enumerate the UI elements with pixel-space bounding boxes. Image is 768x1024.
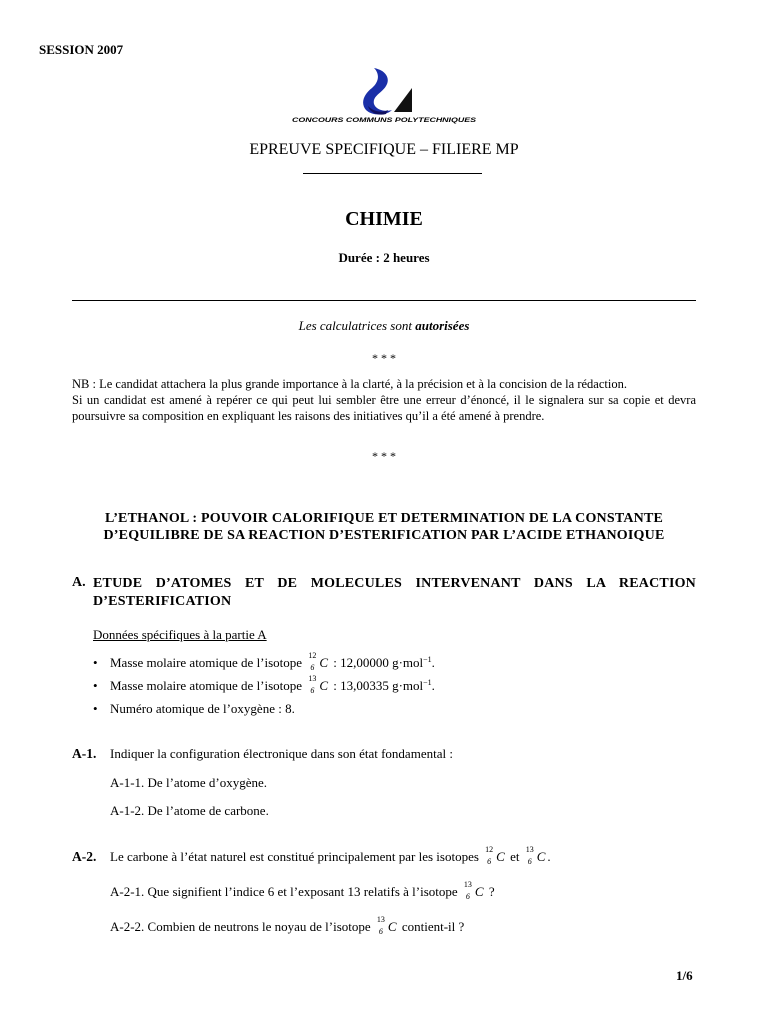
isotope-atomic-number: 6 [465, 892, 470, 901]
question-a2-text: Le carbone à l’état naturel est constitué principalement par les isotopes 12 6 C et 13 6 C . [110, 845, 551, 866]
problem-title [72, 510, 696, 544]
bullet-prefix: Masse molaire atomique de l’isotope [110, 655, 303, 670]
unit-exponent: −1 [423, 678, 432, 687]
nb-notice [72, 376, 696, 424]
nb-paragraph-2: Si un candidat est amené à repérer ce qui peut lui sembler être une erreur d’énoncé, il le signalera sur sa copie et devra poursuivre sa composition en expliquant les raisons des initiatives qu’il a été amené à prendre. [72, 393, 696, 423]
question-a1-label: A-1. [72, 746, 97, 761]
isotope-atomic-number: 6 [310, 663, 315, 672]
question-a1-text: Indiquer la configuration électronique dans son état fondamental : [110, 746, 453, 761]
isotope-notation [525, 845, 537, 866]
question-a2-label: A-2. [72, 849, 97, 864]
isotope-mass-number: 12 [308, 651, 317, 660]
isotope-mass-number: 13 [376, 915, 385, 924]
calculator-notice [0, 318, 768, 334]
isotope-element: C [319, 655, 328, 670]
logo-swoosh-shape [363, 68, 392, 115]
subject-title: CHIMIE [345, 208, 423, 230]
problem-title-line-1: L’ETHANOL : POUVOIR CALORIFIQUE ET DETERMINATION DE LA CONSTANTE [104, 511, 664, 526]
list-item [93, 676, 435, 699]
data-list [93, 653, 435, 722]
question-a2-statement: Le carbone à l’état naturel est constitué principalement par les isotopes [110, 849, 479, 864]
page-number: 1/6 [676, 968, 693, 983]
isotope-notation [308, 651, 319, 672]
question-a1-2: A-1-2. De l’atome de carbone. [110, 803, 269, 818]
isotope-mass-number: 13 [308, 674, 317, 683]
isotope-element: C [387, 919, 397, 934]
isotope-notation [308, 674, 319, 695]
isotope-atomic-number: 6 [527, 857, 532, 866]
logo-triangle-shape [394, 88, 412, 112]
question-a2-2-text: A-2-2. Combien de neutrons le noyau de l’isotope [110, 919, 371, 934]
list-item [93, 653, 435, 676]
isotope-mass-number: 12 [485, 845, 494, 854]
bullet-icon: • [93, 678, 98, 693]
question-a2-1-end: ? [485, 884, 495, 899]
isotope-mass-number: 13 [463, 880, 472, 889]
calculator-notice-prefix: Les calculatrices sont [298, 318, 416, 333]
isotope-notation [485, 845, 496, 866]
question-a2-2-end: contient-il ? [398, 919, 465, 934]
nb-paragraph-1: NB : Le candidat attachera la plus grande importance à la clarté, à la précision et à la concision de la rédaction. [72, 377, 627, 391]
bullet-suffix: . [431, 678, 435, 693]
bullet-icon: • [93, 701, 98, 716]
isotope-notation [463, 880, 475, 901]
separator-stars: * * * [372, 449, 396, 463]
isotope-atomic-number: 6 [487, 857, 492, 866]
question-a1-1: A-1-1. De l’atome d’oxygène. [110, 775, 268, 790]
isotope-atomic-number: 6 [378, 927, 383, 936]
question-a2-1 [110, 880, 495, 901]
question-a2-1-text: A-2-1. Que signifient l’indice 6 et l’exposant 13 relatifs à l’isotope [110, 884, 458, 899]
isotope-mass-number: 13 [525, 845, 534, 854]
title-underline [303, 173, 482, 174]
problem-title-line-2: D’EQUILIBRE DE SA REACTION D’ESTERIFICATION PAR L’ACIDE ETHANOIQUE [103, 528, 665, 543]
unit-exponent: −1 [423, 655, 432, 664]
bullet-prefix: Masse molaire atomique de l’isotope [110, 678, 303, 693]
isotope-element: C [319, 678, 328, 693]
logo-text: CONCOURS COMMUNS POLYTECHNIQUES [292, 117, 478, 124]
bullet-suffix: . [431, 655, 435, 670]
isotope-element: C [474, 884, 484, 899]
epreuve-title: EPREUVE SPECIFIQUE – FILIERE MP [249, 141, 519, 158]
bullet-value: : 12,00000 g·mol [329, 655, 424, 670]
calculator-notice-emphasis: autorisées [415, 318, 470, 333]
list-item [93, 699, 435, 722]
section-a-letter: A. [72, 575, 86, 590]
bullet-text: Numéro atomique de l’oxygène : 8. [110, 701, 295, 716]
isotope-element: C [496, 849, 505, 864]
isotope-atomic-number: 6 [310, 686, 315, 695]
bullet-value: : 13,00335 g·mol [329, 678, 424, 693]
isotope-element: C [536, 849, 546, 864]
bullet-icon: • [93, 655, 98, 670]
duration-label: Durée : 2 heures [338, 250, 430, 265]
isotope-notation [376, 915, 388, 936]
question-a2-2 [110, 915, 465, 936]
conjunction: et [510, 849, 520, 864]
data-heading: Données spécifiques à la partie A [93, 627, 267, 642]
section-a-title: ETUDE D’ATOMES ET DE MOLECULES INTERVENANT DANS LA REACTION D’ESTERIFICATION [93, 576, 696, 609]
header-divider [72, 300, 696, 301]
ccp-logo [290, 66, 478, 126]
separator-stars: * * * [372, 351, 396, 365]
session-label: SESSION 2007 [39, 42, 124, 57]
